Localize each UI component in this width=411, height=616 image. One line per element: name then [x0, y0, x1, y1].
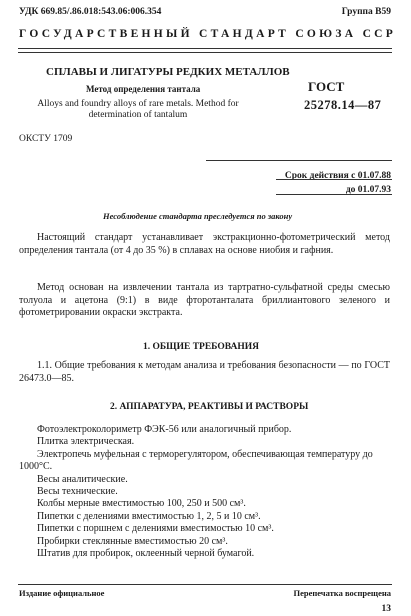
reprint-note: Перепечатка воспрещена — [293, 588, 391, 598]
gost-label: ГОСТ — [308, 79, 345, 94]
list-item: Пробирки стеклянные вместимостью 20 см³. — [37, 535, 228, 547]
footer-rule — [18, 584, 392, 585]
page-number: 13 — [381, 604, 391, 614]
list-item: Плитка электрическая. — [37, 436, 135, 448]
list-item: Весы аналитические. — [37, 473, 128, 485]
state-standard-banner: ГОСУДАРСТВЕННЫЙ СТАНДАРТ СОЮЗА ССР — [19, 28, 397, 40]
header-rule-top — [18, 48, 392, 49]
list-item: Весы технические. — [37, 486, 118, 498]
document-title: СПЛАВЫ И ЛИГАТУРЫ РЕДКИХ МЕТАЛЛОВ — [46, 66, 290, 78]
list-item: Электропечь муфельная с терморегулятором, обеспечивающая температуру до 1000°С. — [19, 448, 373, 473]
equipment-list — [19, 424, 393, 560]
section-1-text: 1.1. Общие требования к методам анализа и требования безопасности — по ГОСТ 26473.0—85. — [19, 360, 390, 384]
header-rule-bottom — [18, 52, 392, 53]
list-item: Пипетки с делениями вместимостью 1, 2, 5 и 10 см³. — [37, 510, 261, 522]
validity-rule-top — [206, 160, 392, 161]
udk-code: УДК 669.85/.86.018:543.06:006.354 — [19, 7, 162, 17]
validity-rule-bottom — [276, 194, 392, 195]
okstu-code: ОКСТУ 1709 — [19, 134, 73, 144]
list-item: Пипетки с поршнем с делениями вместимостью 10 см³. — [37, 523, 274, 535]
section-1-heading: 1. ОБЩИЕ ТРЕБОВАНИЯ — [143, 342, 260, 352]
edition-note: Издание официальное — [19, 588, 105, 598]
intro-paragraph-2: Метод основан на извлечении тантала из тартратно-сульфатной среды смесью толуола и ацетона (9:1) в виде фторотанталата бриллиантового зеленого и фотометрировании окраски экстракта. — [19, 282, 390, 318]
law-notice: Несоблюдение стандарта преследуется по закону — [103, 211, 293, 221]
document-subtitle: Метод определения тантала — [86, 84, 201, 94]
group-code: Группа В59 — [341, 7, 391, 17]
intro-paragraph-1: Настоящий стандарт устанавливает экстракционно-фотометрический метод определения тантала (от 4 до 35 %) в сплавах на основе ниобия и гафния. — [19, 232, 390, 256]
list-item: Штатив для пробирок, оклеенный черной бумагой. — [37, 548, 255, 560]
gost-number: 25278.14—87 — [304, 98, 382, 112]
list-item: Колбы мерные вместимостью 100, 250 и 500 см³. — [37, 498, 246, 510]
valid-until: до 01.07.93 — [345, 185, 391, 195]
validity-rule-mid — [276, 179, 392, 180]
section-2-heading: 2. АППАРАТУРА, РЕАКТИВЫ И РАСТВОРЫ — [110, 402, 309, 412]
valid-from: Срок действия с 01.07.88 — [284, 171, 391, 181]
english-title: Alloys and foundry alloys of rare metals. Method for determination of tantalum — [37, 99, 239, 120]
list-item: Фотоэлектроколориметр ФЭК-56 или аналогичный прибор. — [37, 424, 292, 435]
